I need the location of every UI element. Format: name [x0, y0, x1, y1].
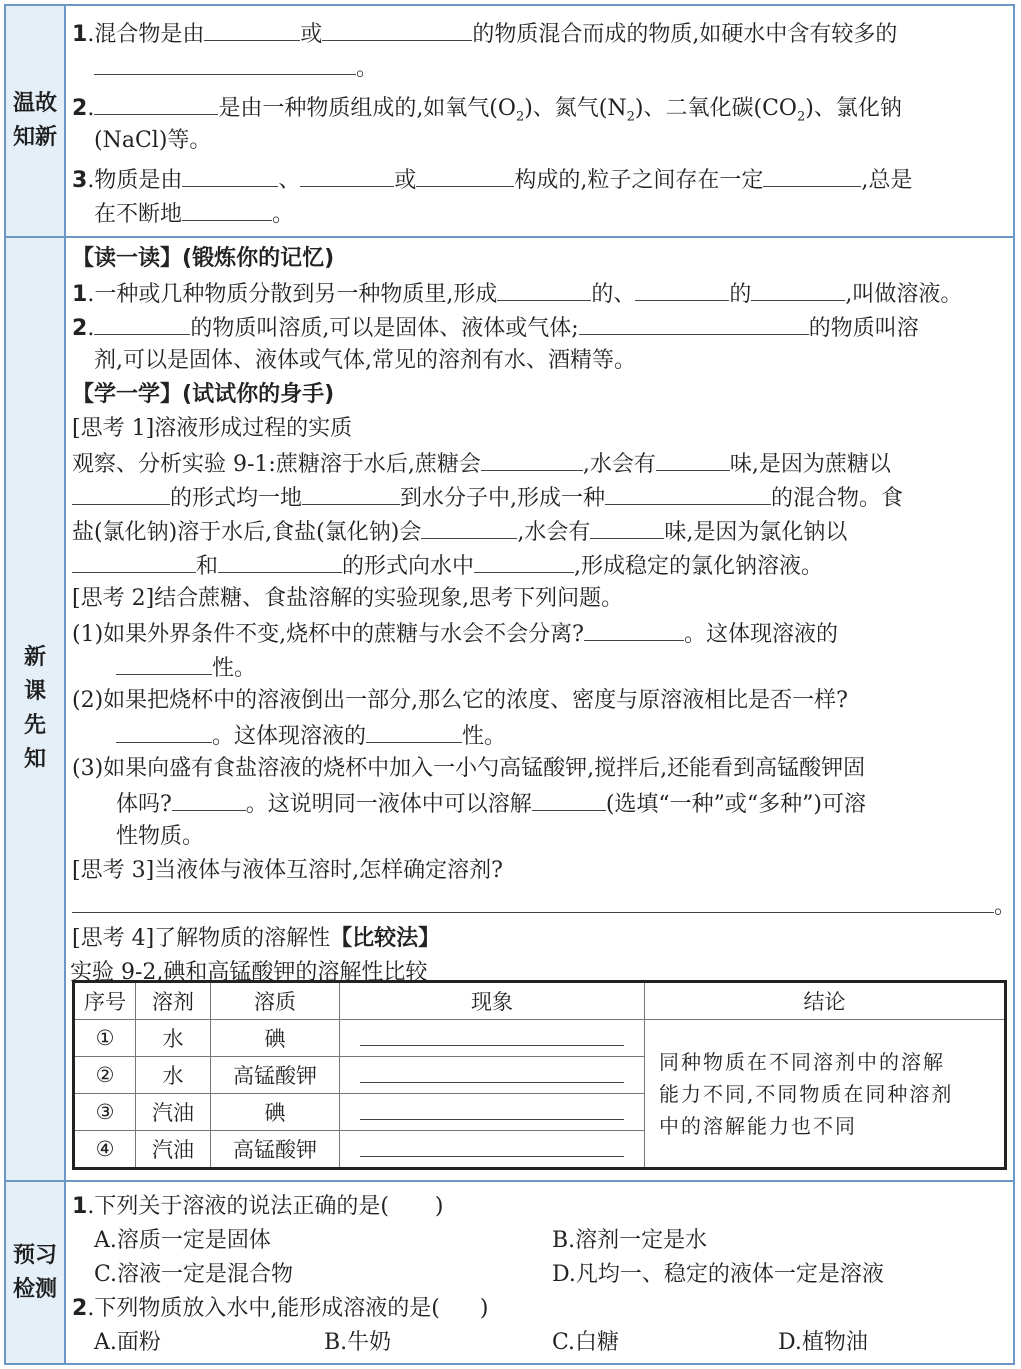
conclusion-cell: 同种物质在不同溶剂中的溶解 能力不同,不同物质在同种溶剂 中的溶解能力也不同 — [645, 1020, 1006, 1169]
think3-title: [思考 3]当液体与液体互溶时,怎样确定溶剂? — [72, 858, 503, 883]
option-a[interactable]: A.面粉 — [94, 1330, 161, 1355]
learn-heading: 【学一学】(试试你的身手) — [72, 382, 335, 407]
check-q1-options-row1 — [72, 1226, 1005, 1256]
read-q2-line1: 2. 的物质叫溶质,可以是固体、液体或气体; 的物质叫溶 — [72, 312, 1005, 344]
think1-line1: 观察、分析实验 9-1:蔗糖溶于水后,蔗糖会 ,水会有 味,是因为蔗糖以 — [72, 448, 1005, 480]
option-d[interactable]: D.植物油 — [778, 1330, 868, 1355]
row-solute: 碘 — [211, 1094, 340, 1131]
review-content — [72, 6, 1005, 236]
check-q1-stem: 1.下列关于溶液的说法正确的是( ) — [72, 1194, 444, 1219]
preview-content — [70, 238, 1017, 1180]
think1-line2: 的形式均一地 到水分子中,形成一种 的混合物。食 — [72, 482, 1005, 514]
row-no: ② — [74, 1057, 136, 1094]
row-solvent: 汽油 — [136, 1094, 211, 1131]
row-solute: 高锰酸钾 — [211, 1131, 340, 1169]
option-b[interactable]: B.溶剂一定是水 — [552, 1228, 708, 1253]
option-d[interactable]: D.凡均一、稳定的液体一定是溶液 — [552, 1262, 884, 1287]
think2-q1-line1: (1)如果外界条件不变,烧杯中的蔗糖与水会不会分离? 。这体现溶液的 — [72, 618, 1005, 650]
header-conclusion: 结论 — [645, 982, 1006, 1020]
review-q3-line1: 3.物质是由 、 或 构成的,粒子之间存在一定 ,总是 — [72, 164, 1005, 196]
read-q1: 1.一种或几种物质分散到另一种物质里,形成 的、 的 ,叫做溶液。 — [72, 278, 1005, 310]
think1-line4: 和 的形式向水中 ,形成稳定的氯化钠溶液。 — [72, 550, 1005, 582]
row-solute: 碘 — [211, 1020, 340, 1057]
review-q1-line1: 1.混合物是由 或 的物质混合而成的物质,如硬水中含有较多的 — [72, 18, 1005, 50]
solubility-table — [72, 980, 1007, 1170]
section-label-review: 温故 知新 — [6, 6, 66, 236]
think2-title: [思考 2]结合蔗糖、食盐溶解的实验现象,思考下列问题。 — [72, 586, 624, 611]
review-q2-line2: (NaCl)等。 — [94, 128, 212, 153]
row-phenomenon-blank — [340, 1131, 645, 1169]
table-header-row — [74, 982, 1006, 1020]
row-no: ④ — [74, 1131, 136, 1169]
row-no: ③ — [74, 1094, 136, 1131]
think2-q2-line1: (2)如果把烧杯中的溶液倒出一部分,那么它的浓度、密度与原溶液相比是否一样? — [72, 688, 848, 713]
think1-title: [思考 1]溶液形成过程的实质 — [72, 416, 353, 441]
section-check — [6, 1182, 1013, 1363]
header-solute: 溶质 — [211, 982, 340, 1020]
section-label-check: 预习 检测 — [6, 1182, 66, 1363]
option-c[interactable]: C.白糖 — [552, 1330, 620, 1355]
think4-title: [思考 4]了解物质的溶解性【比较法】 — [72, 926, 441, 951]
think2-q2-line2: 。这体现溶液的 性。 — [72, 720, 1005, 752]
read-q2-line2: 剂,可以是固体、液体或气体,常见的溶剂有水、酒精等。 — [94, 348, 636, 373]
think3-answer-line: 。 — [72, 890, 1005, 922]
table-row — [74, 1020, 1006, 1057]
review-q1-line2: 。 — [72, 52, 1005, 84]
review-q3-line2: 在不断地 。 — [72, 198, 1005, 230]
think2-q3-line1: (3)如果向盛有食盐溶液的烧杯中加入一小勺高锰酸钾,搅拌后,还能看到高锰酸钾固 — [72, 756, 866, 781]
header-phenomenon: 现象 — [340, 982, 645, 1020]
think2-q3-line3: 性物质。 — [116, 824, 205, 849]
row-solvent: 汽油 — [136, 1131, 211, 1169]
option-a[interactable]: A.溶质一定是固体 — [94, 1228, 271, 1253]
row-phenomenon-blank — [340, 1057, 645, 1094]
row-phenomenon-blank — [340, 1020, 645, 1057]
row-solute: 高锰酸钾 — [211, 1057, 340, 1094]
row-solvent: 水 — [136, 1057, 211, 1094]
read-heading: 【读一读】(锻炼你的记忆) — [72, 246, 335, 271]
worksheet — [4, 4, 1015, 1365]
row-no: ① — [74, 1020, 136, 1057]
option-b[interactable]: B.牛奶 — [324, 1330, 392, 1355]
section-preview — [6, 238, 1017, 1182]
check-q1-options-row2 — [72, 1260, 1005, 1290]
check-q2-stem: 2.下列物质放入水中,能形成溶液的是( ) — [72, 1296, 489, 1321]
think2-q1-line2: 性。 — [72, 652, 1005, 684]
header-solvent: 溶剂 — [136, 982, 211, 1020]
check-content — [72, 1182, 1005, 1363]
row-phenomenon-blank — [340, 1094, 645, 1131]
experiment-title: 实验 9-2,碘和高锰酸钾的溶解性比较 — [70, 960, 428, 985]
think2-q3-line2: 体吗? 。这说明同一液体中可以溶解 (选填“一种”或“多种”)可溶 — [72, 788, 1005, 820]
think1-line3: 盐(氯化钠)溶于水后,食盐(氯化钠)会 ,水会有 味,是因为氯化钠以 — [72, 516, 1005, 548]
review-q2-line1: 2. 是由一种物质组成的,如氧气$(O_2)$、氮气$(N_2)$、二氧化碳$(CO_2)$、氯化钠 — [72, 92, 1005, 132]
header-no: 序号 — [74, 982, 136, 1020]
option-c[interactable]: C.溶液一定是混合物 — [94, 1262, 294, 1287]
check-q2-options — [72, 1328, 1005, 1358]
section-label-preview: 新 课 先 知 — [6, 238, 66, 1180]
section-review — [6, 6, 1013, 238]
row-solvent: 水 — [136, 1020, 211, 1057]
